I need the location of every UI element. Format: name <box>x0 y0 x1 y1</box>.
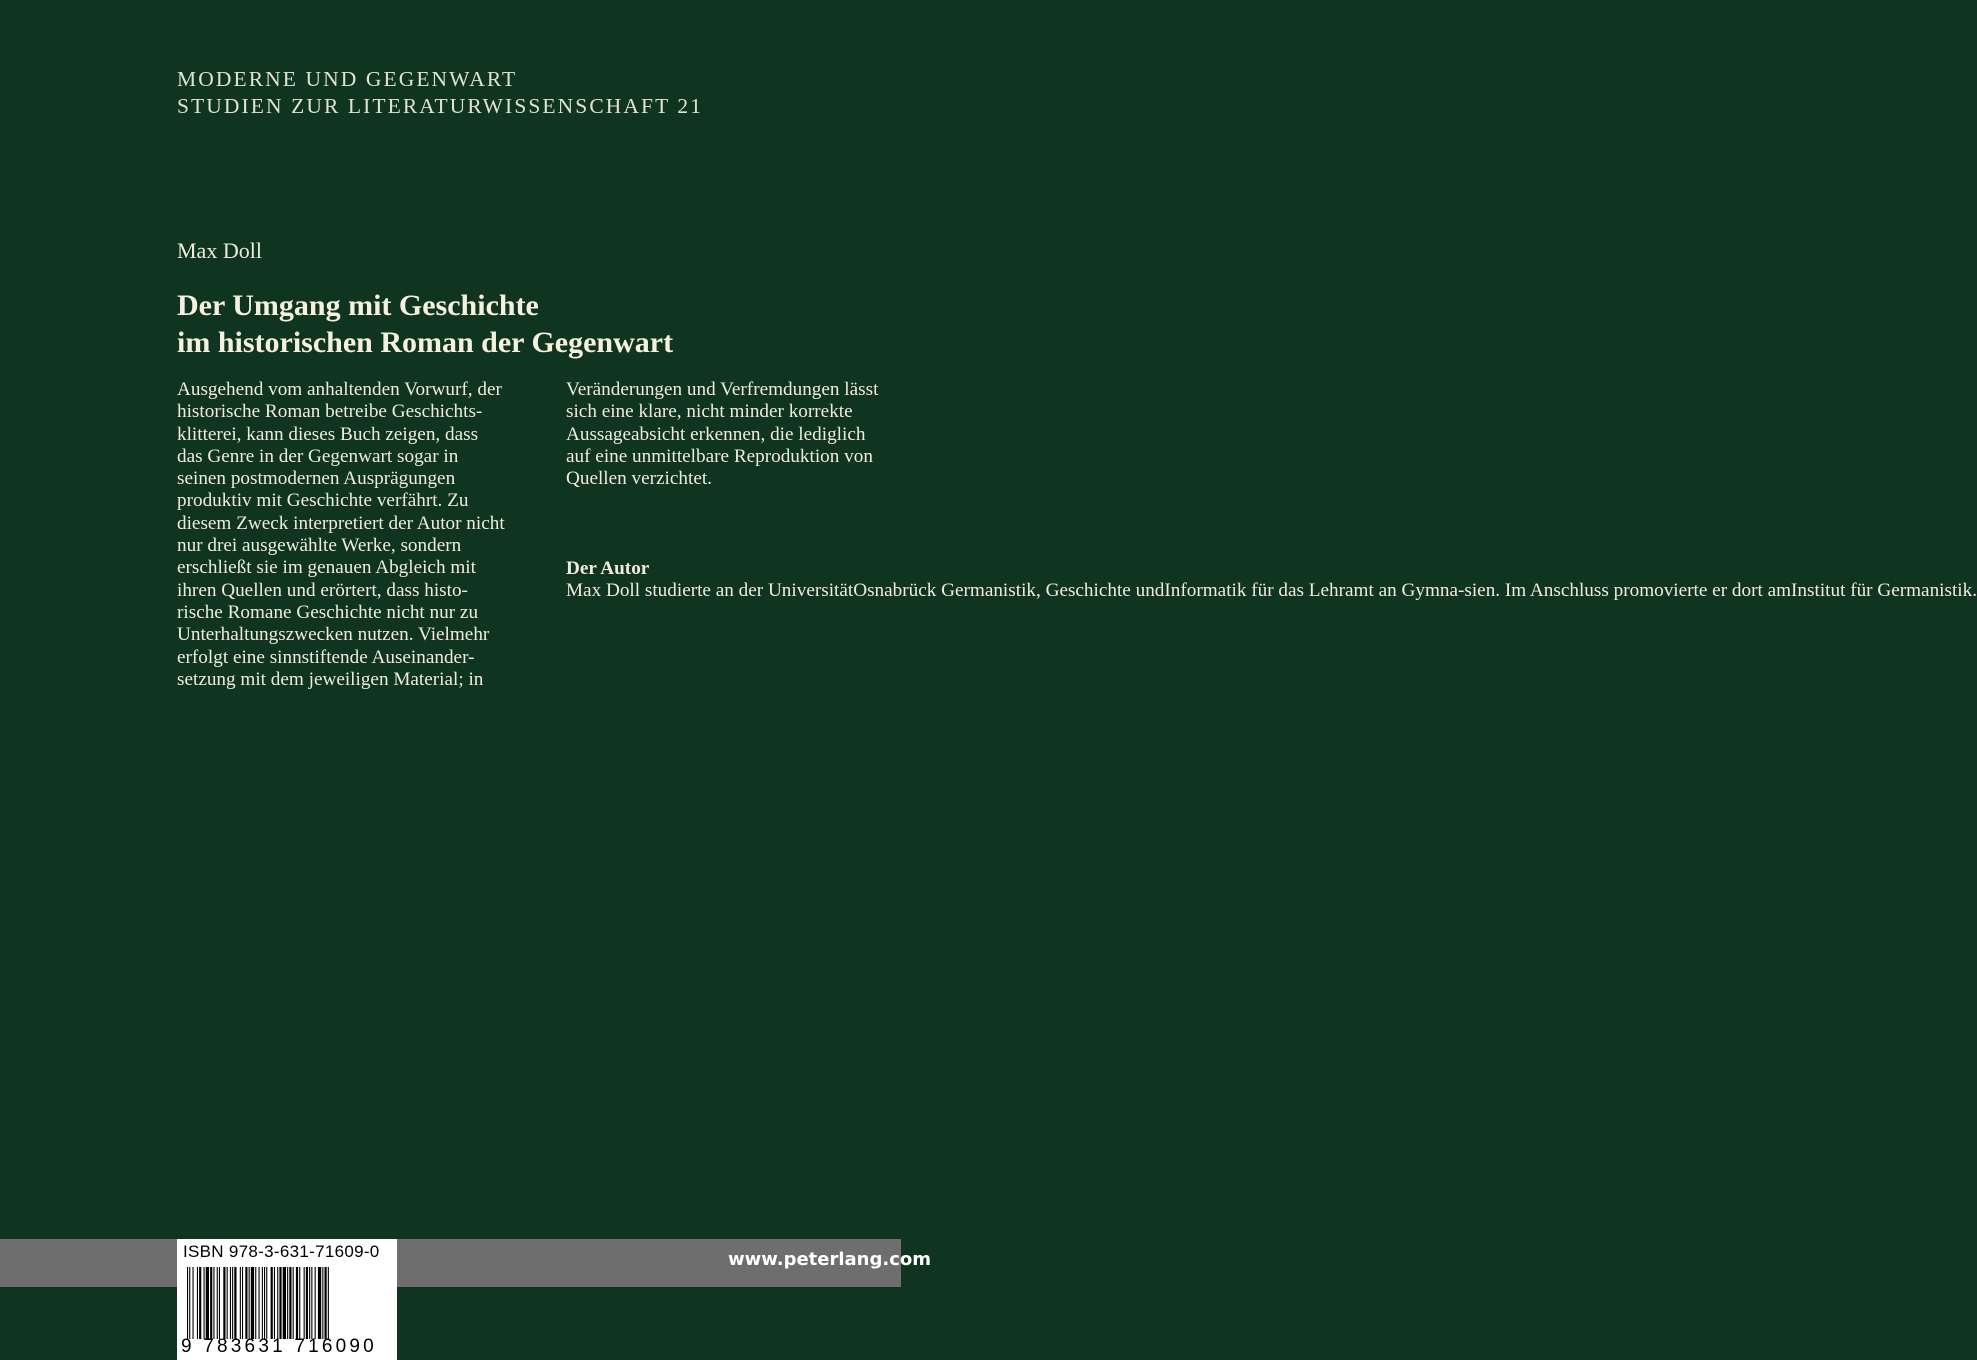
series-line-2: STUDIEN ZUR LITERATURWISSENSCHAFT 21 <box>177 94 704 118</box>
about-author-line: Institut für Germanistik. <box>1791 580 1977 602</box>
about-author-heading: Der Autor <box>566 558 650 579</box>
barcode-bar <box>187 1267 188 1339</box>
about-author-line: Max Doll studierte an der Universität <box>566 580 854 602</box>
isbn-label: ISBN 978-3-631-71609-0 <box>183 1242 380 1261</box>
about-author-line: sien. Im Anschluss promovierte er dort am <box>1464 580 1792 602</box>
barcode-bar <box>287 1267 288 1339</box>
barcode-bar <box>279 1267 281 1339</box>
barcode-bar <box>325 1267 327 1339</box>
barcode-bar <box>213 1267 214 1339</box>
barcode-bar <box>245 1267 247 1339</box>
barcode-bar <box>249 1267 250 1339</box>
blurb-line: auf eine unmittelbare Reproduktion von <box>566 445 873 467</box>
blurb-line: historische Roman betreibe Geschichts- <box>177 401 483 423</box>
blurb-line: klitterei, kann dieses Buch zeigen, dass <box>177 423 479 445</box>
barcode-bar <box>242 1267 243 1339</box>
barcode-bar <box>227 1267 228 1339</box>
book-title-line-2: im historischen Roman der Gegenwart <box>177 326 674 359</box>
barcode-bar <box>264 1267 265 1339</box>
barcode-bar <box>293 1267 294 1339</box>
series-title <box>177 66 703 120</box>
barcode-bar <box>266 1267 267 1339</box>
barcode-bar <box>199 1267 201 1339</box>
barcode-bar <box>271 1267 273 1339</box>
barcode-bar <box>299 1267 300 1339</box>
barcode-bar <box>251 1267 254 1339</box>
book-title <box>177 287 673 361</box>
barcode-bar <box>255 1267 256 1339</box>
ean-digits: 9 783631 716090 <box>181 1336 377 1357</box>
barcode-bar <box>223 1267 225 1339</box>
blurb-line: Aussageabsicht erkennen, die lediglich <box>566 423 866 445</box>
barcode-bar <box>197 1267 198 1339</box>
blurb-line: rische Romane Geschichte nicht nur zu <box>177 601 479 623</box>
blurb-line: nur drei ausgewählte Werke, sondern <box>177 535 462 557</box>
barcode-bar <box>318 1267 321 1339</box>
series-line-1: MODERNE UND GEGENWART <box>177 67 518 91</box>
blurb-line: seinen postmodernen Ausprägungen <box>177 468 456 490</box>
blurb-line: das Genre in der Gegenwart sogar in <box>177 445 459 467</box>
barcode-bar <box>230 1267 231 1339</box>
barcode-bar <box>296 1267 298 1339</box>
barcode-bar <box>259 1267 260 1339</box>
author-name: Max Doll <box>177 238 262 263</box>
book-title-line-1: Der Umgang mit Geschichte <box>177 289 539 322</box>
blurb-line: diesem Zweck interpretiert der Autor nicht <box>177 512 505 534</box>
about-author-text <box>566 580 1977 602</box>
blurb-line: erfolgt eine sinnstiftende Auseinander- <box>177 646 475 668</box>
barcode-bar <box>309 1267 310 1339</box>
barcode-bar <box>277 1267 278 1339</box>
blurb-line: setzung mit dem jeweiligen Material; in <box>177 668 484 690</box>
about-author <box>566 558 1977 603</box>
barcode-bar <box>306 1267 308 1339</box>
barcode-bar <box>232 1267 233 1339</box>
barcode-bar <box>210 1267 212 1339</box>
barcode-bar <box>219 1267 220 1339</box>
blurb-line: erschließt sie im genauen Abgleich mit <box>177 557 476 579</box>
blurb-line: Veränderungen und Verfremdungen lässt <box>566 379 879 400</box>
barcode-bar <box>234 1267 236 1339</box>
barcode-bar <box>328 1267 329 1339</box>
barcode-bar <box>289 1267 291 1339</box>
blurb-line: Ausgehend vom anhaltenden Vorwurf, der <box>177 379 502 400</box>
publisher-website: www.peterlang.com <box>728 1249 932 1270</box>
barcode-bar <box>204 1267 205 1339</box>
barcode-bar <box>240 1267 241 1339</box>
about-author-line: Informatik für das Lehramt an Gymna- <box>1164 580 1465 602</box>
barcode-box <box>177 1239 397 1360</box>
barcode-bar <box>311 1267 312 1339</box>
barcode-bar <box>262 1267 263 1339</box>
barcode-bar <box>206 1267 209 1339</box>
barcode-bar <box>283 1267 286 1339</box>
about-author-line: Osnabrück Germanistik, Geschichte und <box>853 580 1165 602</box>
barcode-bar <box>193 1267 194 1339</box>
blurb-line: sich eine klare, nicht minder korrekte <box>566 401 853 423</box>
barcode-bar <box>304 1267 305 1339</box>
barcode-bar <box>189 1267 190 1339</box>
barcode-bar <box>315 1267 316 1339</box>
barcode-image <box>185 1267 389 1339</box>
barcode-bar <box>217 1267 218 1339</box>
barcode-bar <box>274 1267 275 1339</box>
barcode-bar <box>322 1267 323 1339</box>
blurb-right-column <box>566 379 901 490</box>
blurb-line: produktiv mit Geschichte verfährt. Zu <box>177 490 469 512</box>
blurb-left-column <box>177 379 547 691</box>
blurb-line: ihren Quellen und erörtert, dass histo- <box>177 579 468 601</box>
blurb-line: Quellen verzichtet. <box>566 468 712 490</box>
blurb-line: Unterhaltungszwecken nutzen. Vielmehr <box>177 624 490 646</box>
